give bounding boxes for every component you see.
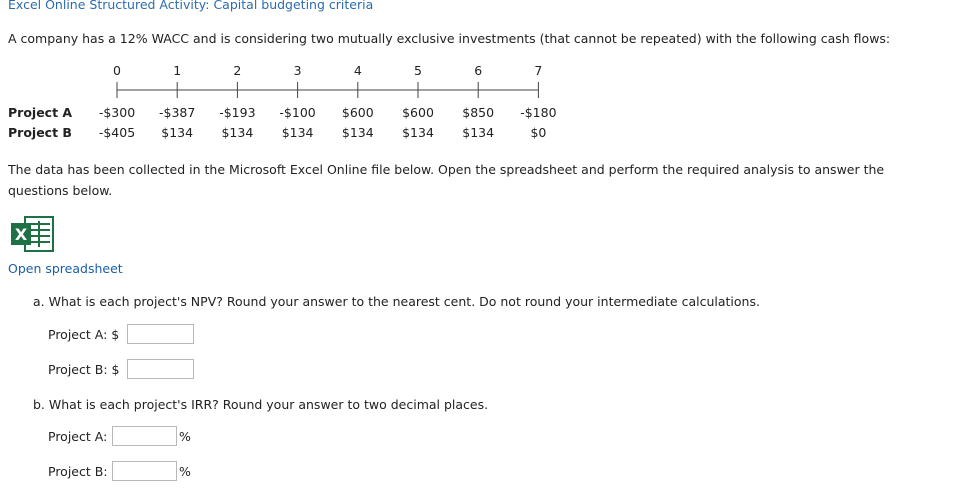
irr-project-b-label: Project B: [48,464,108,479]
project-a-cash-flow: -$300 [98,105,136,120]
irr-project-b-input[interactable] [112,461,177,481]
period-label: 2 [233,63,242,78]
svg-text:X: X [14,225,28,244]
irr-project-a-label: Project A: [48,429,108,444]
project-b-cash-flow: $134 [462,125,495,140]
project-a-cash-flow: $600 [341,105,374,120]
timeline-axis [0,78,969,100]
project-a-cash-flow: -$180 [520,105,557,120]
question-b: b. What is each project's IRR? Round your answer to two decimal places. [33,397,489,412]
period-label: 6 [474,63,483,78]
data-note: The data has been collected in the Microsoft Excel Online file below. Open the spreadsheet and perform the required analysis to answer the questions below. [8,162,885,198]
question-a: a. What is each project's NPV? Round your answer to the nearest cent. Do not round your intermediate calculations. [33,294,760,309]
npv-project-b-input[interactable] [127,359,194,379]
period-label: 7 [534,63,543,78]
project-a-cash-flow: -$387 [159,105,196,120]
irr-project-a-unit: % [179,429,191,444]
project-a-cash-flow: -$193 [219,105,256,120]
project-a-row-label: Project A [8,105,73,120]
project-a-cash-flow: $850 [462,105,495,120]
period-label: 3 [293,63,302,78]
npv-project-a-input[interactable] [127,324,194,344]
activity-title: Excel Online Structured Activity: Capital budgeting criteria [8,0,374,12]
project-b-cash-flow: $134 [402,125,434,140]
project-b-cash-flow: $134 [221,125,254,140]
period-label: 0 [113,63,121,78]
excel-icon[interactable] [9,214,55,254]
problem-intro: A company has a 12% WACC and is considering two mutually exclusive investments (that cannot be repeated) with the following cash flows: [8,31,891,46]
period-label: 5 [414,63,422,78]
project-b-cash-flow: $134 [341,125,374,140]
npv-project-a-label: Project A: $ [48,327,120,342]
project-b-cash-flow: -$405 [98,125,136,140]
period-label: 4 [353,63,362,78]
project-a-cash-flow: -$100 [279,105,316,120]
project-b-cash-flow: $134 [281,125,314,140]
project-b-cash-flow: $0 [530,125,547,140]
irr-project-a-input[interactable] [112,426,177,446]
open-spreadsheet-link[interactable]: Open spreadsheet [8,261,123,276]
project-b-row-label: Project B [8,125,72,140]
project-a-cash-flow: $600 [402,105,434,120]
period-label: 1 [173,63,182,78]
npv-project-b-label: Project B: $ [48,362,120,377]
irr-project-b-unit: % [179,464,191,479]
project-b-cash-flow: $134 [161,125,194,140]
